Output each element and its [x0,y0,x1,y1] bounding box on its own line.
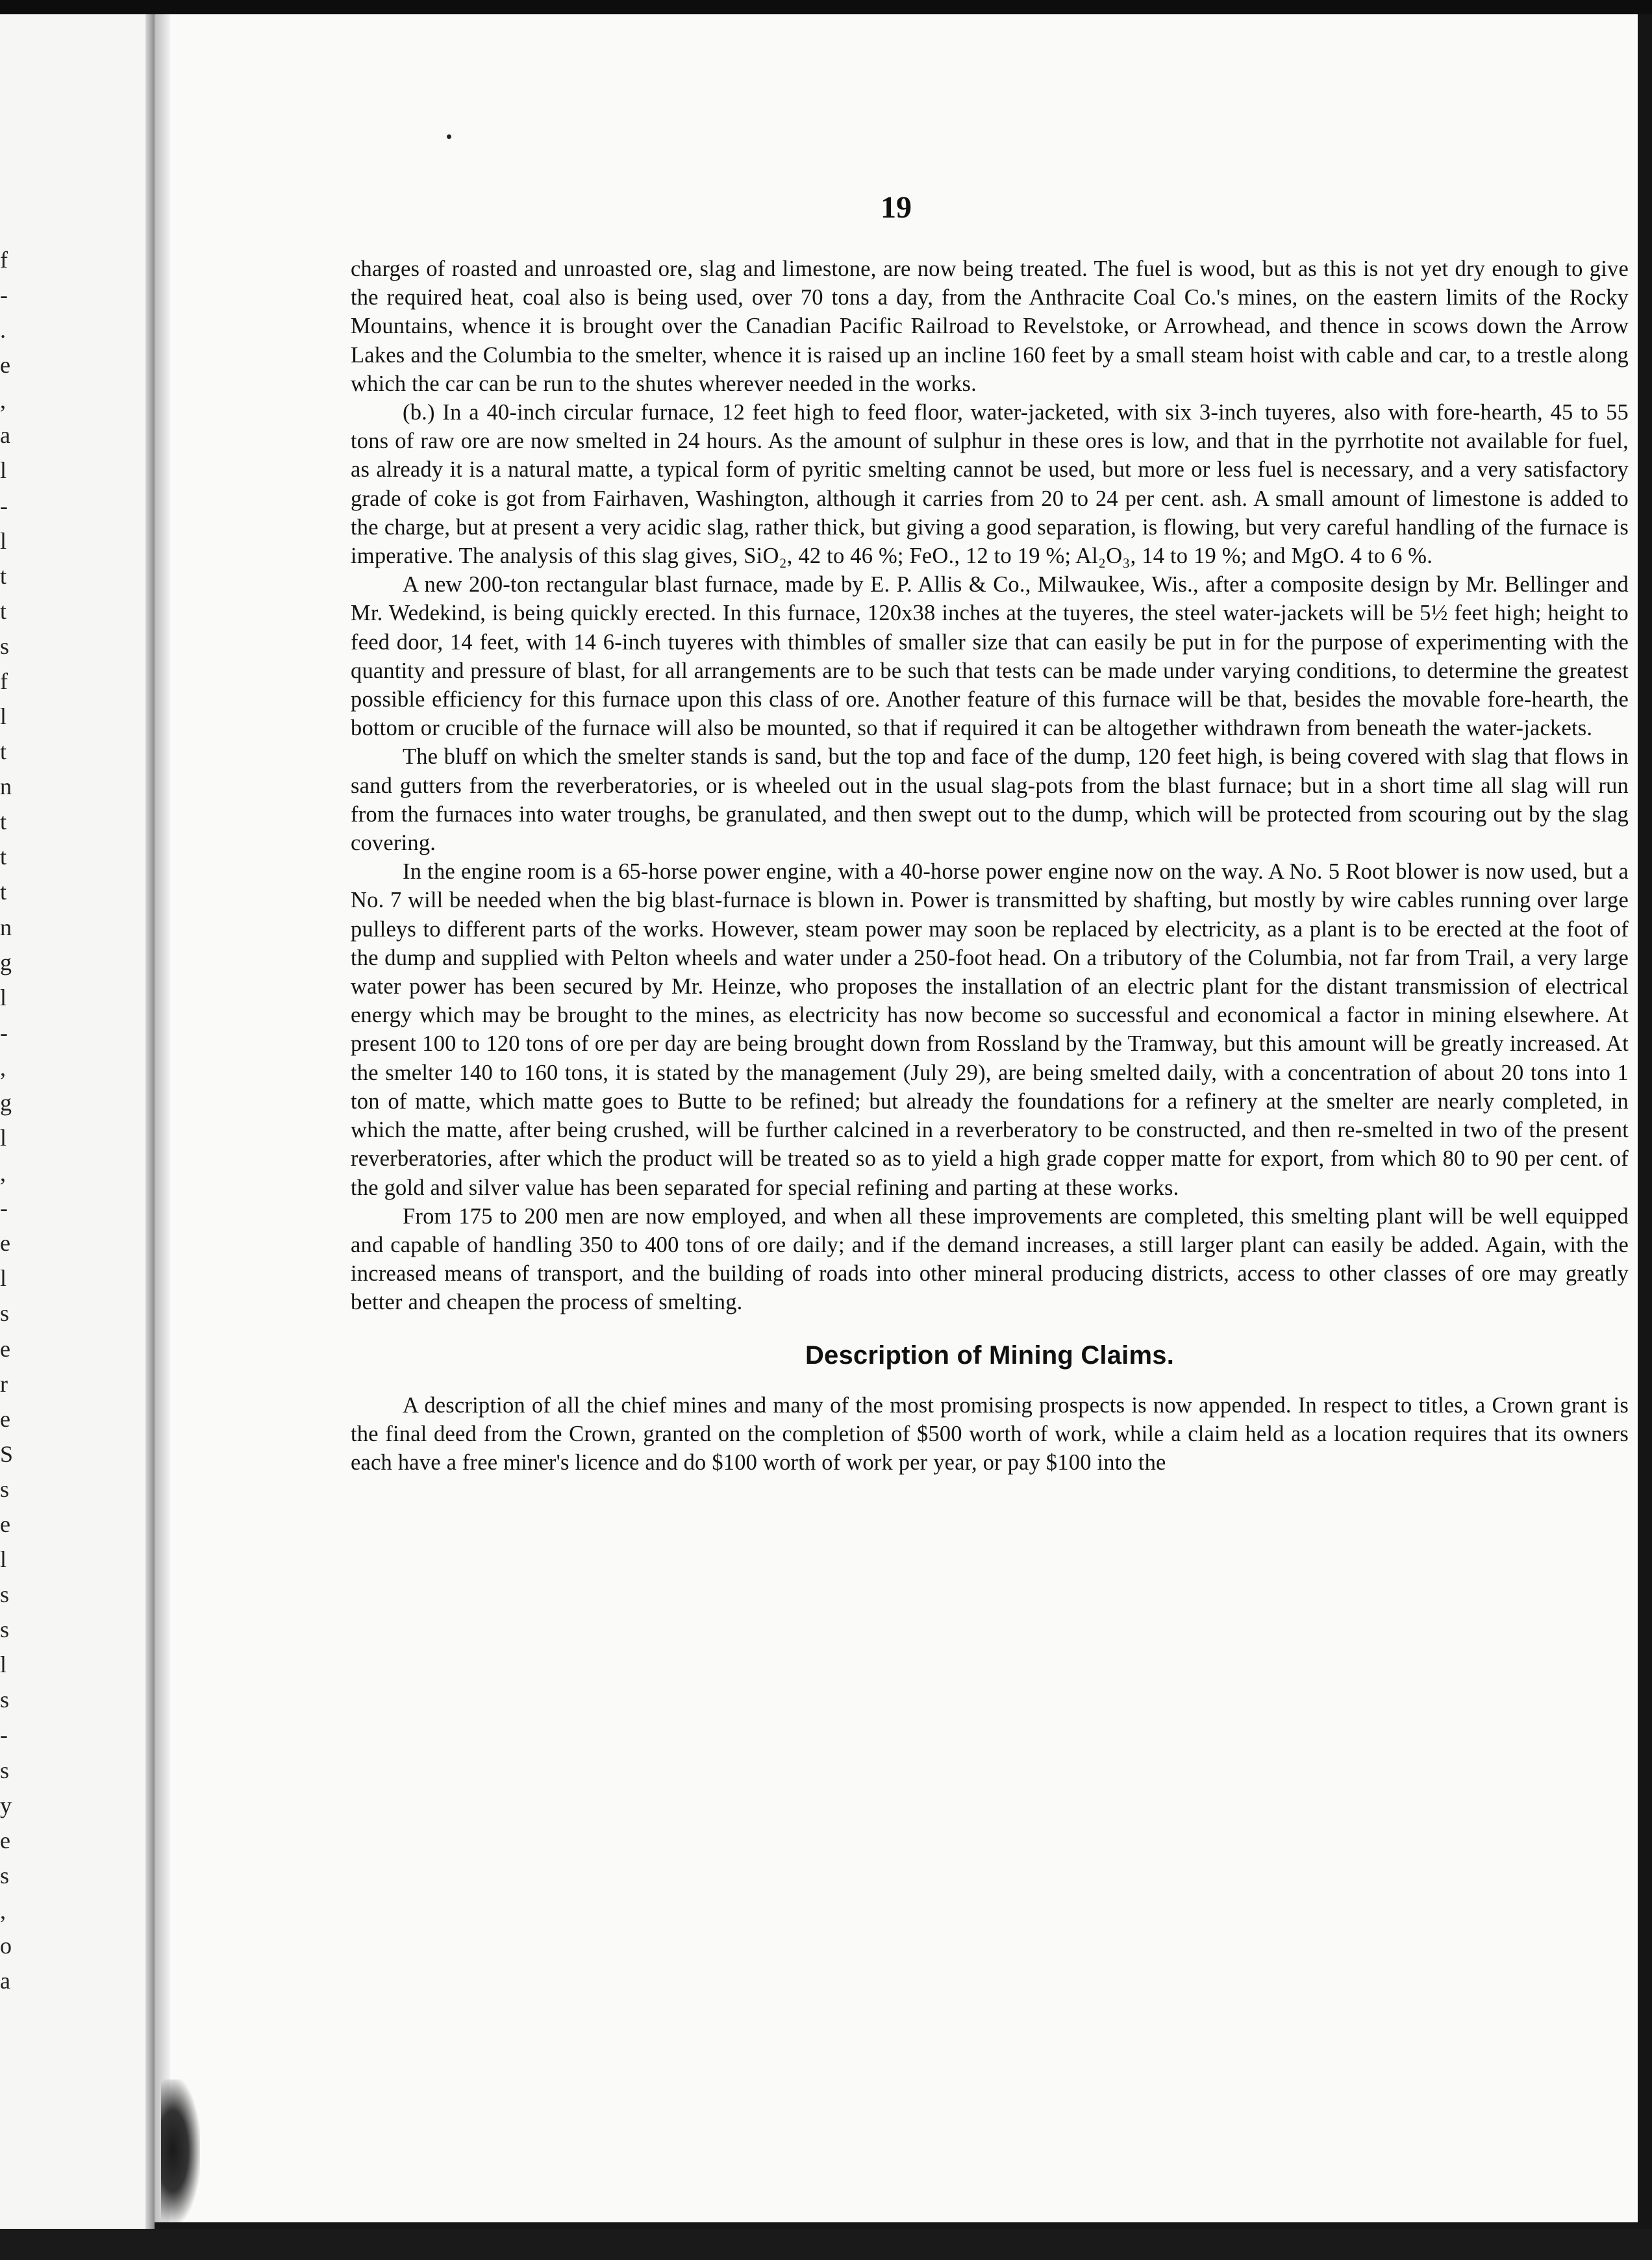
margin-fragment: t [0,738,7,764]
margin-fragment: e [0,1511,10,1537]
paragraph: From 175 to 200 men are now employed, and when all these improvements are completed, this smelting plant will be well equipped and capable of handling 350 to 400 tons of ore daily; and if the demand increases, a still larger plant can easily be added. Again, with the increased means of transport, and the building of roads into other mineral producing districts, access to other classes of ore may greatly better and cheapen the process of smelting. [351,1203,1629,1315]
scan-smudge [161,2079,200,2222]
scan-top-border [0,0,1652,14]
margin-fragment: l [0,1546,7,1572]
margin-fragment: s [0,1757,10,1783]
ink-speck [447,134,451,139]
margin-fragment: t [0,809,7,835]
section-paragraph: A description of all the chief mines and many of the most promising prospects is now appended. In respect to titles, a Crown grant is the final deed from the Crown, granted on the completion of $500 worth of work, while a claim held as a location requires that its owners each have a free miner's licence and do $100 worth of work per year, or pay $100 into the [351,1392,1629,1475]
margin-fragment: s [0,633,10,659]
margin-fragment: s [0,1863,10,1889]
margin-fragment: l [0,528,7,554]
scan-bottom-border [0,2229,1652,2260]
margin-fragment: l [0,1651,7,1677]
margin-fragment: y [0,1792,12,1818]
margin-fragment: a [0,1968,10,1994]
margin-fragment: , [0,387,6,413]
margin-fragment: l [0,1265,7,1291]
margin-fragment: l [0,985,7,1011]
section-heading: Description of Mining Claims. [805,1340,1175,1370]
paragraph: In the engine room is a 65-horse power engine, with a 40-horse power engine now on the way. A No. 5 Root blower is now used, but a No. 7 will be needed when the big blast-furnace is blown in. Power is transmitted by shafting, but mostly by wire cables running over large pulleys to different parts of the works. However, steam power may soon be replaced by electricity, as a plant is to be erected at the foot of the dump and supplied with Pelton wheels and water under a 250-foot head. On a tributory of the Columbia, not far from Trail, a very large water power has been secured by Mr. Heinze, who proposes the installation of an electric plant for the distant transmission of electrical energy which may be brought to the mines, as electricity has now become so successful and economical a factor in mining elsewhere. At present 100 to 120 tons of ore per day are being brought down from Rossland by the Tramway, but this amount will be greatly increased. At the smelter 140 to 160 tons, it is stated by the management (July 29), are being smelted daily, with a concentration of about 20 tons into 1 ton of matte, which matte goes to Butte to be refined; but already the foundations for a refinery at the smelter are nearly completed, in which the matte, after being crushed, will be further calcined in a reverberatory to be constructed, and then re-smelted in two of the present reverberatories, after which the product will be treated so as to yield a high grade copper matte for export, from which 80 to 90 per cent. of the gold and silver value has been separated for special refining and parting at these works. [351,859,1629,1200]
paragraph: charges of roasted and unroasted ore, slag and limestone, are now being treated. The fuel is wood, but as this is not yet dry enough to give the required heat, coal also is being used, over 70 tons a day, from the Anthracite Coal Co.'s mines, on the eastern limits of the Rocky Mountains, whence it is brought over the Canadian Pacific Railroad to Revelstoke, or Arrowhead, and thence in scows down the Arrow Lakes and the Columbia to the smelter, whence it is raised up an incline 160 feet by a small steam hoist with cable and car, to a trestle along which the car can be run to the shutes wherever needed in the works. [351,257,1629,396]
margin-fragment: o [0,1933,12,1959]
margin-fragment: t [0,598,7,624]
margin-fragment: - [0,1020,8,1046]
margin-fragment: s [0,1616,10,1642]
margin-fragment: s [0,1687,10,1713]
margin-fragment: a [0,422,10,448]
margin-fragment: - [0,282,8,308]
margin-fragment: r [0,1371,8,1397]
margin-fragment: l [0,457,7,483]
margin-fragment: t [0,879,7,905]
document-page [155,14,1638,2222]
margin-fragment: f [0,668,8,694]
margin-fragment: - [0,1195,8,1221]
margin-fragment: l [0,1125,7,1151]
margin-fragment: s [0,1300,10,1326]
margin-fragment: - [0,493,8,519]
margin-fragment: n [0,773,12,799]
margin-fragment: e [0,1406,10,1432]
binding-gutter [155,14,170,2222]
page-number: 19 [881,190,912,225]
margin-fragment: t [0,563,7,589]
body-text [351,255,1629,1477]
margin-fragment: n [0,914,12,940]
margin-fragment: . [0,317,6,343]
paragraph: The bluff on which the smelter stands is sand, but the top and face of the dump, 120 feet high, is being covered with slag that flows in sand gutters from the reverberatories, or is wheeled out in the usual slag-pots from the blast furnace; but in a short time all slag will run from the furnaces into water troughs, be granulated, and then swept out to the dump, which will be protected from scouring out by the slag covering. [351,744,1629,856]
margin-fragment: f [0,247,8,273]
margin-fragment: e [0,352,10,378]
previous-page-edge [0,14,155,2229]
margin-fragment: l [0,703,7,729]
margin-fragment: g [0,949,12,975]
margin-fragment: - [0,1722,8,1748]
margin-fragment: e [0,1827,10,1853]
margin-fragment: , [0,1898,6,1924]
margin-fragment: s [0,1581,10,1607]
margin-fragment: , [0,1055,6,1081]
margin-fragment: e [0,1336,10,1362]
page-fold-shadow [145,14,155,2229]
margin-fragment: , [0,1160,6,1186]
paragraph: A new 200-ton rectangular blast furnace, made by E. P. Allis & Co., Milwaukee, Wis., after a composite design by Mr. Bellinger and Mr. Wedekind, is being quickly erected. In this furnace, 120x38 inches at the tuyeres, the steel water-jackets will be 5½ feet high; height to feed door, 14 feet, with 14 6-inch tuyeres with thimbles of smaller size that can easily be put in for the purpose of experimenting with the quantity and pressure of blast, for all arrangements are to be such that tests can be made under varying conditions, to determine the greatest possible efficiency for this furnace upon this class of ore. Another feature of this furnace will be that, besides the movable fore-hearth, the bottom or crucible of the furnace will also be mounted, so that if required it can be altogether withdrawn from beneath the water-jackets. [351,572,1629,741]
margin-fragment: g [0,1090,12,1116]
margin-fragment: s [0,1476,10,1502]
margin-fragment: e [0,1230,10,1256]
paragraph: (b.) In a 40-inch circular furnace, 12 feet high to feed floor, water-jacketed, with six 3-inch tuyeres, also with fore-hearth, 45 to 55 tons of raw ore are now smelted in 24 hours. As the amount of sulphur in these ores is low, and that in the pyrrhotite not available for fuel, as already it is a natural matte, a typical form of pyritic smelting cannot be used, but more or less fuel is necessary, and a very satisfactory grade of coke is got from Fairhaven, Washington, although it carries from 20 to 24 per cent. ash. A small amount of limestone is added to the charge, but at present a very acidic slag, rather thick, but giving a good separation, is flowing, but very careful handling of the furnace is imperative. The analysis of this slag gives, SiO₂, 42 to 46 %; FeO., 12 to 19 %; Al₂O₃, 14 to 19 %; and MgO. 4 to 6 %. [351,400,1629,569]
margin-fragment: S [0,1441,14,1467]
margin-fragment: t [0,844,7,870]
